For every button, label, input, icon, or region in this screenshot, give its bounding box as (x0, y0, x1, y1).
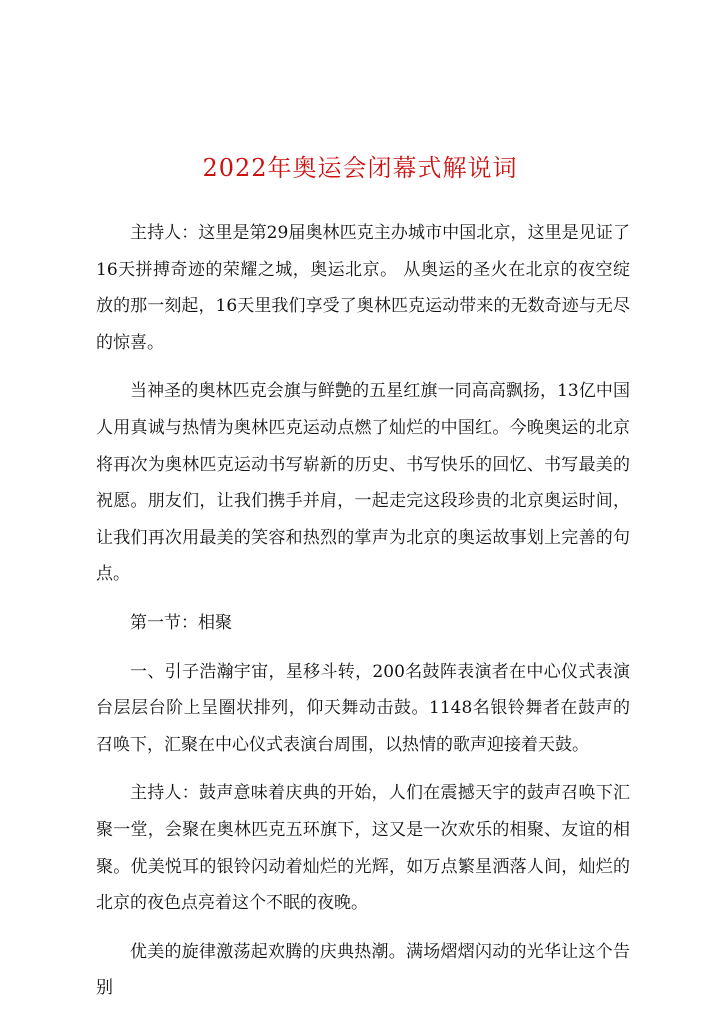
document-body (96, 215, 630, 1019)
section-heading: 第一节：相聚 (130, 612, 232, 633)
paragraph-host-drums: 主持人：鼓声意味着庆典的开始，人们在震撼天宇的鼓声召唤下汇聚一堂，会聚在奥林匹克五环旗下，这又是一次欢乐的相聚、友谊的相聚。优美悦耳的银铃闪动着灿烂的光辉，如万点繁星洒落人间，灿烂的北京的夜色点亮着这个不眠的夜晚。 (96, 783, 630, 914)
document-title: 2022年奥运会闭幕式解说词 (202, 154, 518, 182)
paragraph-drums: 一、引子浩瀚宇宙，星移斗转，200名鼓阵表演者在中心仪式表演台层层台阶上呈圈状排列，仰天舞动击鼓。1148名银铃舞者在鼓声的召唤下，汇聚在中心仪式表演台周围，以热情的歌声迎接着天鼓。 (96, 661, 630, 755)
paragraph-intro-host: 主持人：这里是第29届奥林匹克主办城市中国北京，这里是见证了16天拼搏奇迹的荣耀之城，奥运北京。 从奥运的圣火在北京的夜空绽放的那一刻起，16天里我们享受了奥林匹克运动带来的无数奇迹与无尽的惊喜。 (96, 223, 630, 353)
paragraph-melody: 优美的旋律激荡起欢腾的庆典热潮。满场熠熠闪动的光华让这个告别 (96, 941, 630, 999)
paragraph-flags: 当神圣的奥林匹克会旗与鲜艶的五星红旗一同高高飘扬，13亿中国人用真诚与热情为奥林匹克运动点燃了灿烂的中国红。今晚奥运的北京将再次为奥林匹克运动书写崭新的历史、书写快乐的回忆、书写最美的祝愿。朋友们，让我们携手并肩，一起走完这段珍贵的北京奥运时间，让我们再次用最美的笑容和热烈的掌声为北京的奥运故事划上完善的句点。 (96, 381, 630, 585)
